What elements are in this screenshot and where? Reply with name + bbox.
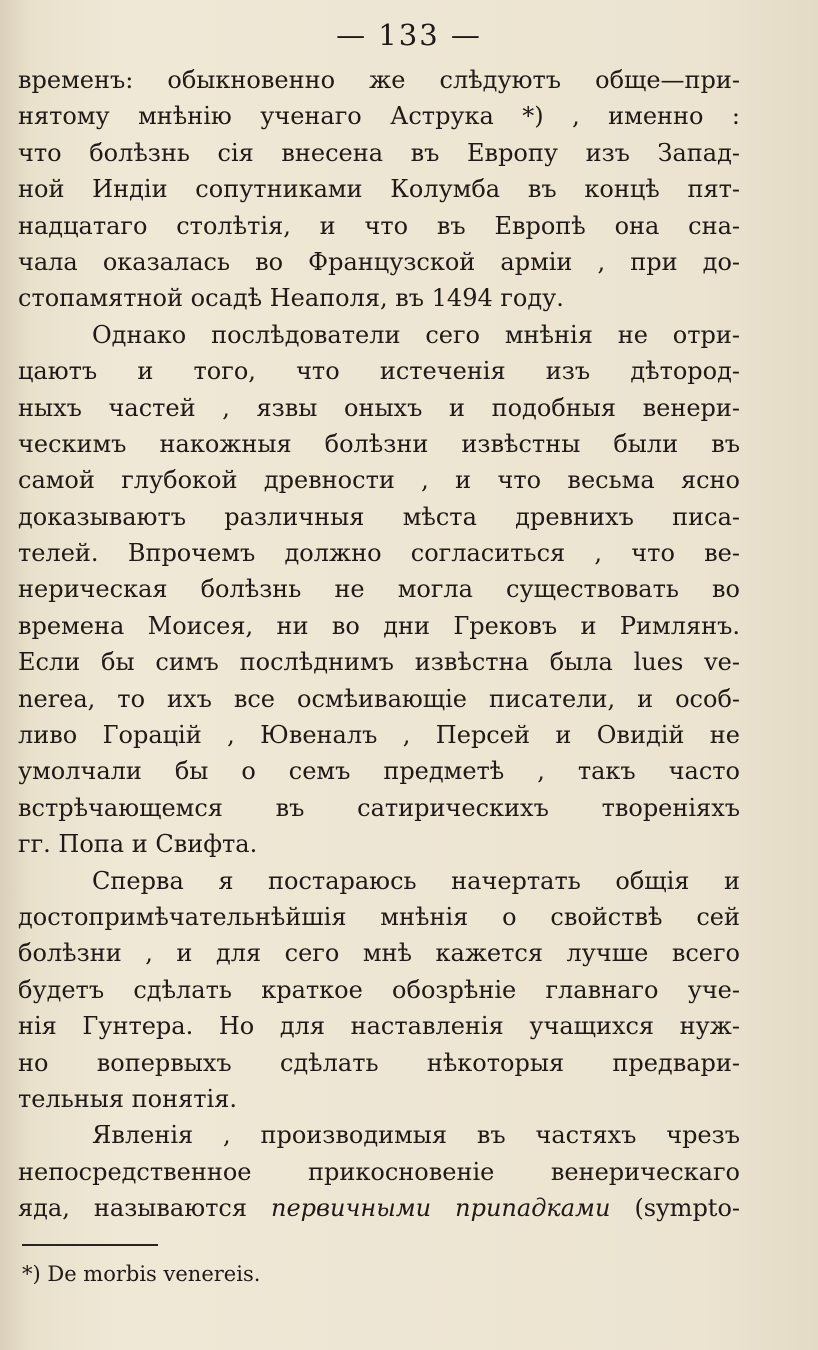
text-line: тельныя понятія.	[18, 1084, 237, 1113]
text-line: нерическая болѣзнь не могла существовать во	[18, 575, 740, 604]
text-line: непосредственное прикосновеніе венерическаго	[18, 1157, 740, 1186]
text-line: ной Индіи сопутниками Колумба въ концѣ пят-	[18, 175, 740, 204]
text-line: но вопервыхъ сдѣлать нѣкоторыя предвари-	[18, 1048, 740, 1077]
italic-term: первичными припадками	[271, 1194, 611, 1223]
text-line: Если бы симъ послѣднимъ извѣстна была lues ve-	[18, 648, 740, 677]
text-line: телей. Впрочемъ должно согласиться , что ве-	[18, 539, 740, 568]
text-line: nerea, то ихъ все осмѣивающіе писатели, и особ-	[18, 684, 740, 713]
text-line: цаютъ и того, что истеченія изъ дѣтород-	[18, 357, 740, 386]
text-line: будетъ сдѣлать краткое обозрѣніе главнаго уче-	[18, 975, 740, 1004]
text-line: Однако послѣдователи сего мнѣнія не отри-	[92, 320, 740, 349]
text-line: достопримѣчательнѣйшія мнѣнія о свойствѣ сей	[18, 902, 740, 931]
footnote: *) De morbis venereis.	[22, 1262, 261, 1286]
text-line: болѣзни , и для сего мнѣ кажется лучше всего	[18, 939, 740, 968]
text-line-last	[18, 1190, 740, 1226]
page-number: — 133 —	[336, 18, 482, 52]
text-line: чала оказалась во Французской арміи , при до-	[18, 247, 740, 276]
text-line: Сперва я постараюсь начертать общія и	[92, 866, 740, 895]
text-line: встрѣчающемся въ сатирическихъ твореніяхъ	[18, 793, 740, 822]
text-line: самой глубокой древности , и что весьма ясно	[18, 466, 740, 495]
body-text	[18, 62, 740, 1227]
line-end: (sympto-	[610, 1194, 741, 1223]
text-line: ныхъ частей , язвы оныхъ и подобныя венери-	[18, 393, 740, 422]
line-start: яда, называются	[18, 1194, 272, 1223]
text-line: нятому мнѣнію ученаго Аструка *) , именно :	[18, 102, 740, 131]
text-line: Явленія , производимыя въ частяхъ чрезъ	[92, 1121, 740, 1150]
text-line: нія Гунтера. Но для наставленія учащихся нуж-	[18, 1012, 740, 1041]
text-line: ческимъ накожныя болѣзни извѣстны были въ	[18, 429, 740, 458]
text-line: что болѣзнь сія внесена въ Европу изъ Запад-	[18, 138, 740, 167]
text-line: временъ: обыкновенно же слѣдуютъ обще—при-	[18, 66, 740, 94]
text-line: доказываютъ различныя мѣста древнихъ писа-	[18, 502, 740, 531]
text-line: стопамятной осадѣ Неаполя, въ 1494 году.	[18, 284, 564, 313]
text-line: умолчали бы о семъ предметѣ , такъ часто	[18, 757, 740, 786]
text-line: надцатаго столѣтія, и что въ Европѣ она сна-	[18, 211, 740, 240]
text-line: гг. Попа и Свифта.	[18, 830, 258, 859]
text-line: ливо Горацій , Ювеналъ , Персей и Овидій не	[18, 721, 740, 750]
text-line: времена Моисея, ни во дни Грековъ и Римлянъ.	[18, 611, 740, 640]
footnote-rule	[22, 1244, 158, 1246]
